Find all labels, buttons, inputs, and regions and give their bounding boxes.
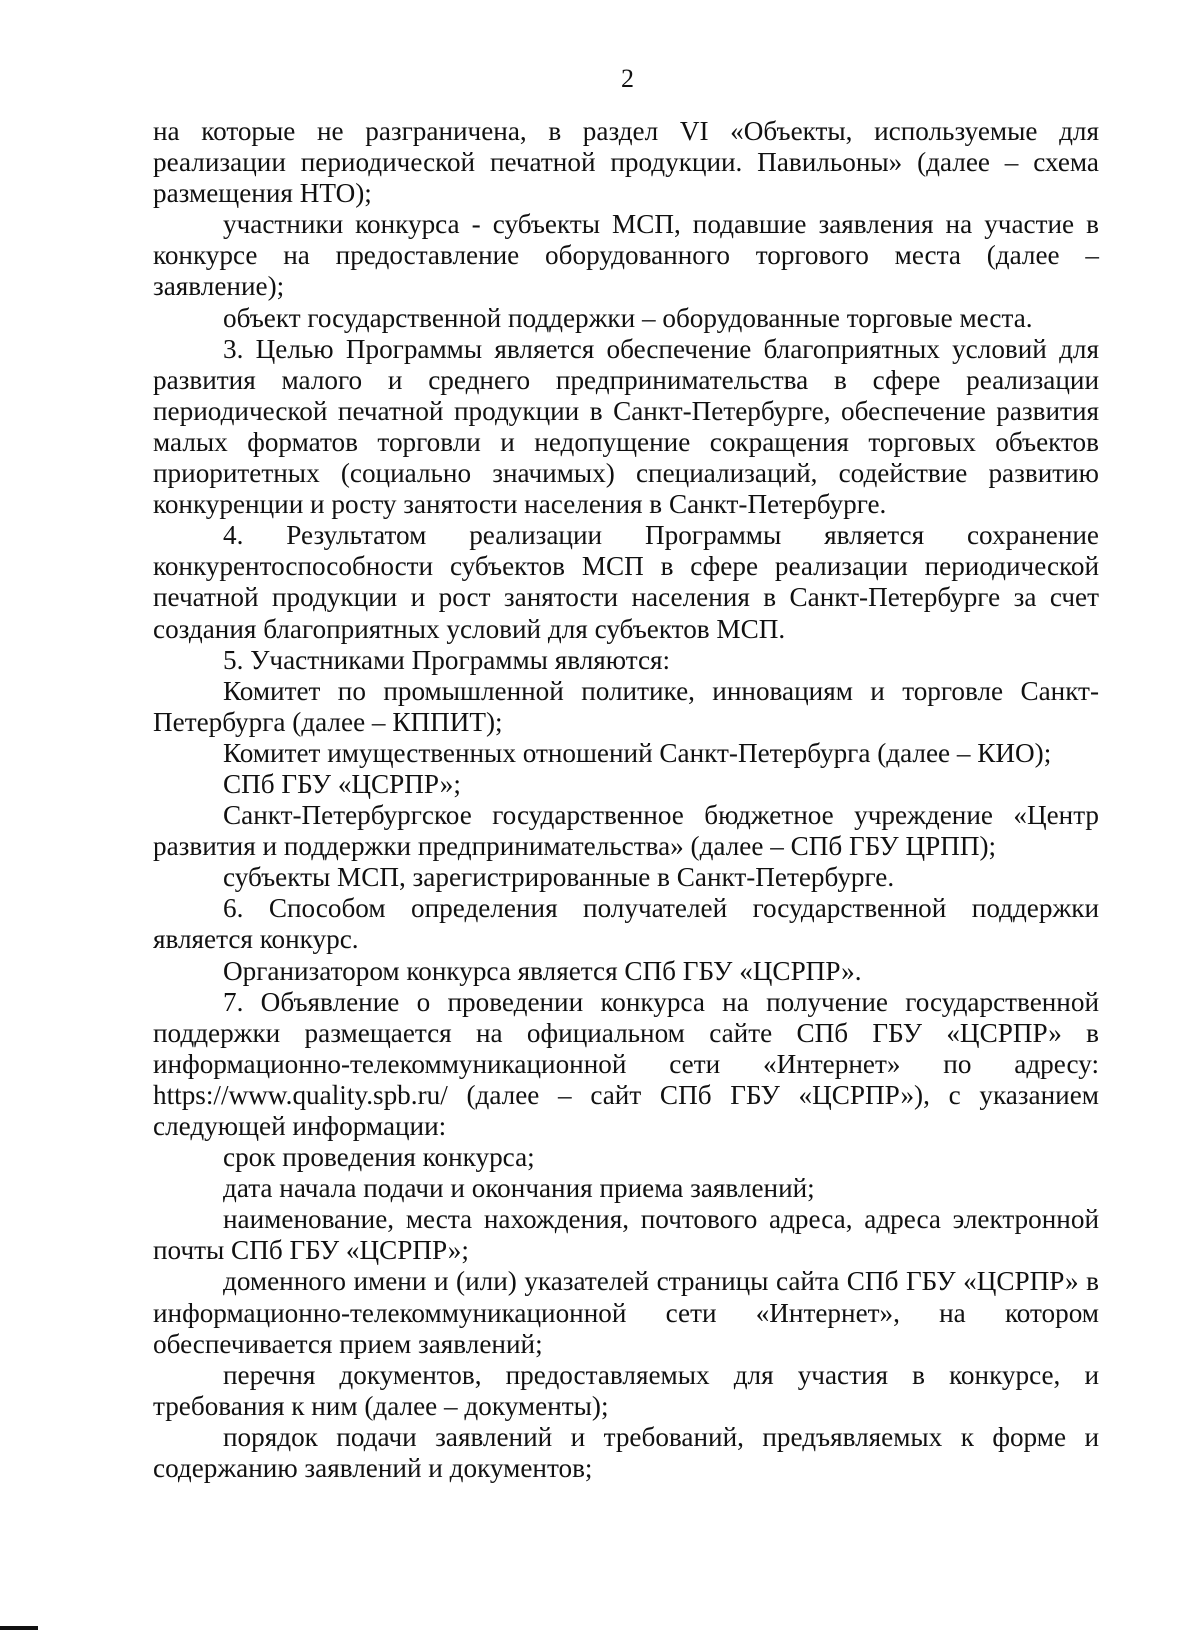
participant-msp: субъекты МСП, зарегистрированные в Санкт-Петербурге. [223, 862, 895, 893]
participant-tssrpr: СПб ГБУ «ЦСРПР»; [223, 768, 461, 799]
page-number: 2 [621, 64, 634, 93]
participant-crpp: Санкт-Петербургское государственное бюджетное учреждение «Центр развития и поддержки предпринимательства» (далее – СПб ГБУ ЦРПП); [153, 800, 1099, 862]
participant-kppit: Комитет по промышленной политике, инновациям и торговле Санкт-Петербурга (далее – КППИТ); [153, 675, 1099, 737]
list-item: перечня документов, предоставляемых для участия в конкурсе, и требования к ним (далее – документы); [153, 1359, 1099, 1421]
paragraph-continuation: на которые не разграничена, в раздел VI «Объекты, используемые для реализации периодической печатной продукции. Павильоны» (далее – схема размещения НТО); [153, 116, 1099, 209]
paragraph-7-announcement: 7. Объявление о проведении конкурса на получение государственной поддержки размещается на официальном сайте СПб ГБУ «ЦСРПР» в информационно-телекоммуникационной сети «Интернет» по адресу: https://www.quality.spb.ru/ (далее – сайт СПб ГБУ «ЦСРПР»), с указанием следующей информации: [153, 986, 1099, 1141]
paragraph-organizer: Организатором конкурса является СПб ГБУ «ЦСРПР». [223, 955, 862, 986]
paragraph-4-result: 4. Результатом реализации Программы является сохранение конкурентоспособности субъектов МСП в сфере реализации периодической печатной продукции и рост занятости населения в Санкт-Петербурге за счет создания благоприятных условий для субъектов МСП. [153, 520, 1099, 644]
scan-edge-mark [0, 1626, 38, 1630]
list-item: наименование, места нахождения, почтового адреса, адреса электронной почты СПб ГБУ «ЦСРПР»; [153, 1204, 1099, 1266]
paragraph-6-method: 6. Способом определения получателей государственной поддержки является конкурс. [153, 893, 1099, 955]
paragraph-3-goal: 3. Целью Программы является обеспечение благоприятных условий для развития малого и среднего предпринимательства в сфере реализации периодической печатной продукции в Санкт-Петербурге, обеспечение развития малых форматов торговли и недопущение сокращения торговых объектов приоритетных (социально значимых) специализаций, содействие развитию конкуренции и росту занятости населения в Санкт-Петербурге. [153, 333, 1099, 520]
participant-kio: Комитет имущественных отношений Санкт-Петербурга (далее – КИО); [223, 737, 1052, 768]
paragraph-5-participants: 5. Участниками Программы являются: [223, 644, 671, 675]
list-item: дата начала подачи и окончания приема заявлений; [223, 1173, 815, 1204]
document-body [153, 116, 1099, 1484]
paragraph-participants-definition: участники конкурса - субъекты МСП, подавшие заявления на участие в конкурсе на предоставление оборудованного торгового места (далее – заявление); [153, 209, 1099, 302]
list-item: срок проведения конкурса; [223, 1142, 535, 1173]
paragraph-support-object: объект государственной поддержки – оборудованные торговые места. [223, 302, 1033, 333]
list-item: доменного имени и (или) указателей страницы сайта СПб ГБУ «ЦСРПР» в информационно-телекоммуникационной сети «Интернет», на котором обеспечивается прием заявлений; [153, 1266, 1099, 1359]
list-item: порядок подачи заявлений и требований, предъявляемых к форме и содержанию заявлений и документов; [153, 1421, 1099, 1484]
